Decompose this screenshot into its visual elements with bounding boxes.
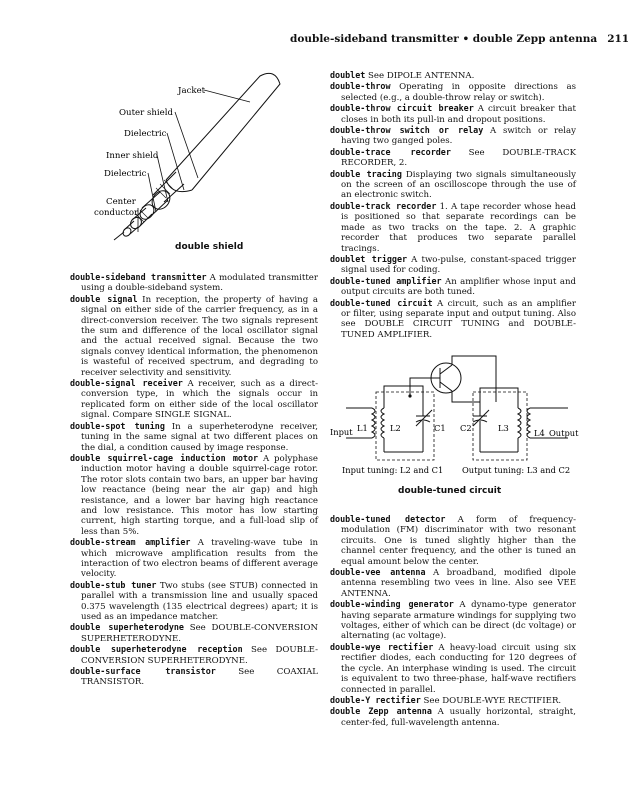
- entry: [330, 706, 576, 728]
- label-jacket: Jacket: [178, 86, 206, 96]
- label-dielectric-outer: Dielectric: [124, 129, 167, 139]
- entry-term: doublet: [330, 70, 366, 80]
- entry-definition: In reception, the property of having a signal on either side of the carrier frequency, as in a direct-conversion receiver. The two signals represent the sum and difference of the local oscillator signal and the actual received signal. Because the two signals convey identical information, the phenomenon is wasteful of received spectrum, and degrading to receiver selectivity and sensitivity.: [81, 294, 318, 378]
- entry-term: double-wye rectifier: [330, 641, 434, 652]
- entry: [330, 276, 576, 298]
- entry-definition: See DIPOLE ANTENNA.: [365, 71, 475, 81]
- entry: [70, 294, 318, 378]
- entry-definition: 1. A tape recorder whose head is positioned so that separate recordings can be made as two tracks on the tape. 2. A graphic recorder that produces two separate parallel tracings.: [341, 201, 577, 254]
- entry-term: double-stream amplifier: [70, 537, 191, 548]
- left-column: [70, 272, 318, 688]
- circuit-output-tuning: Output tuning: L3 and C2: [462, 465, 571, 475]
- entry-definition: A form of frequency-modulation (FM) discriminator with two resonant circuits. One is tuned slightly higher than the channel center frequency, and the other is tuned an equal amount below the center.: [341, 515, 577, 567]
- running-header: [290, 33, 630, 45]
- entry-term: double-tuned amplifier: [330, 275, 442, 286]
- entry-term: double superheterodyne reception: [70, 644, 243, 655]
- entry-term: double-vee antenna: [330, 567, 426, 578]
- right-column-top: [330, 70, 576, 340]
- entry-term: double-spot tuning: [70, 420, 165, 431]
- entry: [330, 201, 576, 254]
- label-center: Center: [106, 197, 136, 207]
- entry-definition: A two-pulse, constant-spaced trigger signal used for coding.: [341, 254, 576, 276]
- entry: [330, 514, 576, 567]
- entry: [330, 642, 576, 695]
- entry-term: double-trace recorder: [330, 146, 451, 157]
- entry: [70, 272, 318, 294]
- circuit-c1-label: C1: [434, 423, 446, 433]
- entry: [330, 695, 576, 706]
- double-tuned-circuit-figure: [328, 352, 580, 477]
- entry-term: double-surface transistor: [70, 666, 216, 677]
- entry-definition: See DOUBLE-WYE RECTIFIER.: [420, 695, 562, 706]
- entry-definition: See DOUBLE-TRACK RECORDER, 2.: [341, 147, 576, 169]
- double-shield-caption: double shield: [175, 242, 244, 252]
- double-shield-figure: [80, 62, 310, 247]
- entry-term: double-winding generator: [330, 599, 454, 610]
- double-tuned-circuit-caption: double-tuned circuit: [398, 486, 502, 496]
- entry: [330, 103, 576, 125]
- entry: [70, 644, 318, 666]
- label-outer-shield: Outer shield: [119, 108, 173, 118]
- entry-definition: A polyphase induction motor having a double squirrel-cage rotor. The rotor slots contain two bars, an upper bar having low reactance (being near the air gap) and high resistance, and a lower bar having high reactance and low resistance. This motor has low starting current, high starting torque, and a full-load slip of less than 5%.: [81, 453, 318, 537]
- entry-definition: A traveling-wave tube in which microwave amplification results from the interaction of two electron beams of different average velocity.: [81, 538, 318, 580]
- circuit-input-tuning: Input tuning: L2 and C1: [342, 465, 444, 475]
- entry: [70, 537, 318, 580]
- entry: [330, 254, 576, 276]
- entry-term: double-tuned detector: [330, 514, 446, 524]
- entry-term: double-throw circuit breaker: [330, 103, 474, 114]
- circuit-l3-label: L3: [498, 423, 509, 433]
- entry: [330, 81, 576, 103]
- entry-term: double-Y rectifier: [330, 694, 421, 705]
- entry-definition: In a superheterodyne receiver, tuning in the same signal at two different places on the dial, a condition caused by image response.: [81, 421, 319, 453]
- circuit-output-label: Output: [549, 428, 579, 438]
- entry-term: double-track recorder: [330, 200, 437, 211]
- entry-definition: Two stubs (see STUB) connected in parallel with a transmission line and usually spaced 0.375 wavelength (135 electrical degrees) apart; it is used as an impedance matcher.: [81, 580, 318, 622]
- entry-definition: A usually horizontal, straight, center-fed, full-wavelength antenna.: [341, 707, 576, 728]
- entry: [330, 147, 576, 169]
- entry-term: double tracing: [330, 168, 402, 179]
- entry-definition: Displaying two signals simultaneously on the screen of an oscilloscope through the use of an electronic switch.: [341, 169, 576, 201]
- entry-definition: See DOUBLE-CONVERSION SUPERHETERODYNE.: [81, 623, 318, 644]
- entry: [70, 580, 318, 623]
- entry-definition: A heavy-load circuit using six rectifier diodes, each conducting for 120 degrees of the cycle. An interphase winding is used. The circuit is equivalent to two three-phase, half-wave rectifiers connected in parallel.: [341, 642, 576, 695]
- circuit-l2-label: L2: [390, 423, 401, 433]
- entry-term: double-signal receiver: [70, 378, 183, 389]
- entry: [70, 378, 318, 421]
- entry: [330, 298, 576, 341]
- page-number: 211: [607, 33, 630, 45]
- entry: [70, 622, 318, 644]
- entry-term: double-tuned circuit: [330, 297, 433, 308]
- entry-definition: See COAXIAL TRANSISTOR.: [81, 667, 318, 688]
- header-title: double-sideband transmitter • double Zepp antenna: [290, 33, 598, 45]
- entry: [330, 169, 576, 201]
- entry-term: double squirrel-cage induction motor: [70, 452, 259, 463]
- entry: [330, 599, 576, 642]
- circuit-l1-label: L1: [357, 423, 368, 433]
- entry: [70, 666, 318, 688]
- entry-term: double Zepp antenna: [330, 706, 432, 717]
- entry-term: double-sideband transmitter: [70, 272, 207, 282]
- entry-term: doublet trigger: [330, 253, 408, 264]
- label-conductor: conductor: [94, 208, 139, 218]
- right-column-bottom: [330, 514, 576, 728]
- entry-term: double superheterodyne: [70, 622, 184, 633]
- entry: [330, 70, 576, 81]
- entry: [70, 421, 318, 453]
- entry-definition: A dynamo-type generator having separate armature windings for supplying two voltages, either of which can be direct (dc voltage) or alternating (ac voltage).: [341, 600, 577, 642]
- entry: [330, 125, 576, 147]
- entry-definition: See DOUBLE-CONVERSION SUPERHETERODYNE.: [81, 645, 318, 666]
- entry-definition: A switch or relay having two ganged poles.: [341, 126, 576, 147]
- entry-definition: A modulated transmitter using a double-sideband system.: [81, 273, 318, 294]
- entry-definition: A circuit breaker that closes in both its pull-in and dropout positions.: [341, 104, 577, 125]
- entry-definition: A broadband, modified dipole antenna resembling two vees in line. Also see VEE ANTENNA.: [341, 568, 576, 599]
- entry: [330, 567, 576, 599]
- circuit-c2-label: C2: [460, 423, 472, 433]
- entry-definition: Operating in opposite directions as selected (e.g., a double-throw relay or switch).: [341, 82, 576, 103]
- entry-term: double-stub tuner: [70, 579, 157, 590]
- circuit-input-label: Input: [330, 427, 353, 437]
- entry: [70, 453, 318, 537]
- circuit-l4-label: L4: [534, 428, 545, 438]
- entry-term: double signal: [70, 293, 138, 304]
- entry-term: double-throw switch or relay: [330, 125, 484, 136]
- entry-definition: A receiver, such as a direct-conversion type, in which the signals occur in replicated form on either side of the local oscillator signal. Compare SINGLE SIGNAL.: [81, 379, 318, 421]
- label-inner-shield: Inner shield: [106, 151, 159, 161]
- label-dielectric-inner: Dielectric: [104, 169, 147, 179]
- entry-definition: An amplifier whose input and output circuits are both tuned.: [341, 276, 576, 298]
- entry-term: double-throw: [330, 81, 391, 92]
- entry-definition: A circuit, such as an amplifier or filter, using separate input and output tuning. Also see DOUBLE CIRCUIT TUNING and DOUBLE-TUNED AMPLIFIER.: [341, 298, 576, 340]
